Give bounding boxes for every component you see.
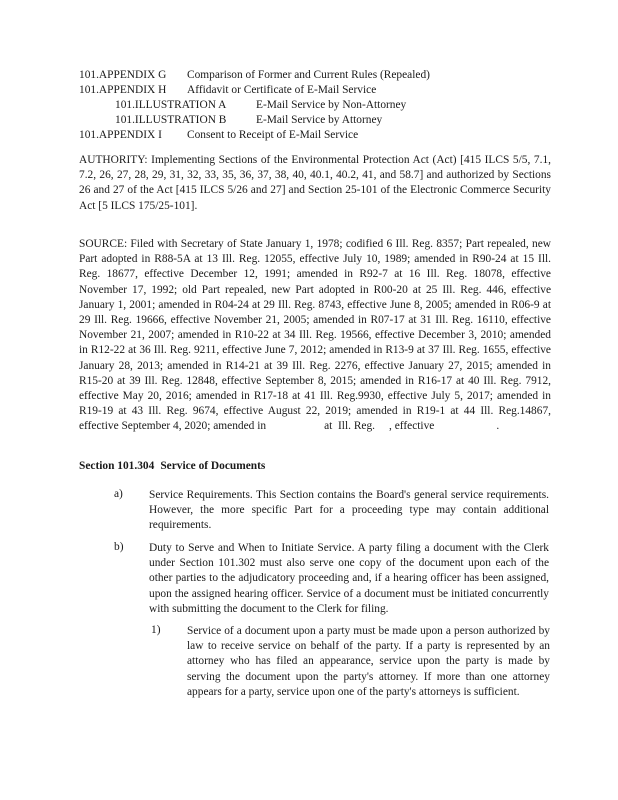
toc-number: 101.APPENDIX G (79, 69, 167, 81)
source-end: . (496, 420, 500, 433)
source-history: SOURCE: Filed with Secretary of State January 1, 1978; codified 6 Ill. Reg. 8357; Part repealed, new Part adopted in R88-5A at 13 Ill. Reg. 12055, effective July 10, 1989; amended in R90-24 at 15 Ill. Reg. 18677, effective December 12, 1991; amended in R92-7 at 16 Ill. Reg. 18078, effective November 17, 1992; old Part repealed, new Part adopted in R00-20 at 25 Ill. Reg. 446, effective January 1, 2001; amended in R04-24 at 29 Ill. Reg. 8743, effective June 8, 2005; amended in R06-9 at 29 Ill. Reg. 19666, effective November 21, 2005; amended in R07-17 at 31 Ill. Reg. 16110, effective November 21, 2007; amended in R10-22 at 34 Ill. Reg. 19566, effective December 3, 2010; amended in R12-22 at 36 Ill. Reg. 9211, effective June 7, 2012; amended in R13-9 at 37 Ill. Reg. 1655, effective January 28, 2013; amended in R14-21 at 39 Ill. Reg. 2276, effective January 27, 2015; amended in R15-20 at 39 Ill. Reg. 12848, effective September 8, 2015; amended in R16-17 at 40 Ill. Reg. 7912, effective May 20, 2016; amended in R17-18 at 41 Ill. Reg.9930, effective July 5, 2017; amended in R19-19 at 43 Ill. Reg. 9674, effective August 22, 2019; amended in R19-1 at 44 Ill. Reg.14867, effective September 4, 2020; (79, 238, 551, 433)
toc-entry-illustration-b (115, 113, 382, 128)
toc-entry-illustration-a (115, 98, 406, 113)
source-amended-label: amended in (213, 420, 267, 433)
subsection-a-text: Service Requirements. This Section contains the Board's general service requirements. However, the more specific Part for a proceeding type may contain additional requirements. (149, 489, 549, 532)
item-number-1: 1) (151, 624, 161, 636)
toc-title: E-Mail Service by Non-Attorney (256, 99, 407, 111)
subsection-b-text: Duty to Serve and When to Initiate Service. A party filing a document with the Clerk under Section 101.302 must also serve one copy of the document upon each of the other parties to the adjudicatory proceeding and, if a hearing officer has been assigned, upon the assigned hearing officer. Service of a document must be initiated concurrently with submitting the document to the Clerk for filing. (149, 542, 549, 615)
toc-title: Consent to Receipt of E-Mail Service (187, 129, 359, 141)
item-1-text: Service of a document upon a party must be made upon a person authorized by law to receive service on behalf of the party. If a party is represented by an attorney who has filed an appearance, service upon the party is made by serving the document upon the party's attorney. If more than one attorney appears for a party, service upon one of the party's attorneys is sufficient. (187, 625, 550, 698)
toc-number: 101.ILLUSTRATION B (115, 114, 227, 126)
subsection-letter-a: a) (114, 488, 123, 500)
toc-number: 101.APPENDIX H (79, 84, 167, 96)
subsection-letter-b: b) (114, 541, 124, 553)
toc-title: E-Mail Service by Attorney (256, 114, 383, 126)
toc-number: 101.APPENDIX I (79, 129, 162, 141)
toc-title: Affidavit or Certificate of E-Mail Service (187, 84, 377, 96)
source-reg-label: Ill. Reg. (338, 420, 376, 433)
toc-entry-appendix-h (79, 83, 376, 98)
source-at-label: at (324, 420, 333, 433)
section-title: Service of Documents (160, 460, 266, 472)
toc-entry-appendix-i (79, 128, 358, 143)
authority-note: AUTHORITY: Implementing Sections of the Environmental Protection Act (Act) [415 ILCS 5/5, 7.1, 7.2, 26, 27, 28, 29, 31, 32, 33, 35, 36, 37, 38, 40, 40.1, 40.2, 41, and 58.7] and authorized by Sections 26 and 27 of the Act [415 ILCS 5/26 and 27] and Section 25-101 of the Electronic Commerce Security Act [5 ILCS 175/25-101]. (79, 154, 551, 212)
toc-title: Comparison of Former and Current Rules (Repealed) (187, 69, 430, 81)
section-heading (79, 460, 265, 472)
source-note (79, 237, 551, 435)
source-effective-label: , effective (389, 420, 435, 433)
toc-number: 101.ILLUSTRATION A (115, 99, 227, 111)
section-number: Section 101.304 (79, 460, 155, 472)
toc-entry-appendix-g (79, 68, 430, 83)
